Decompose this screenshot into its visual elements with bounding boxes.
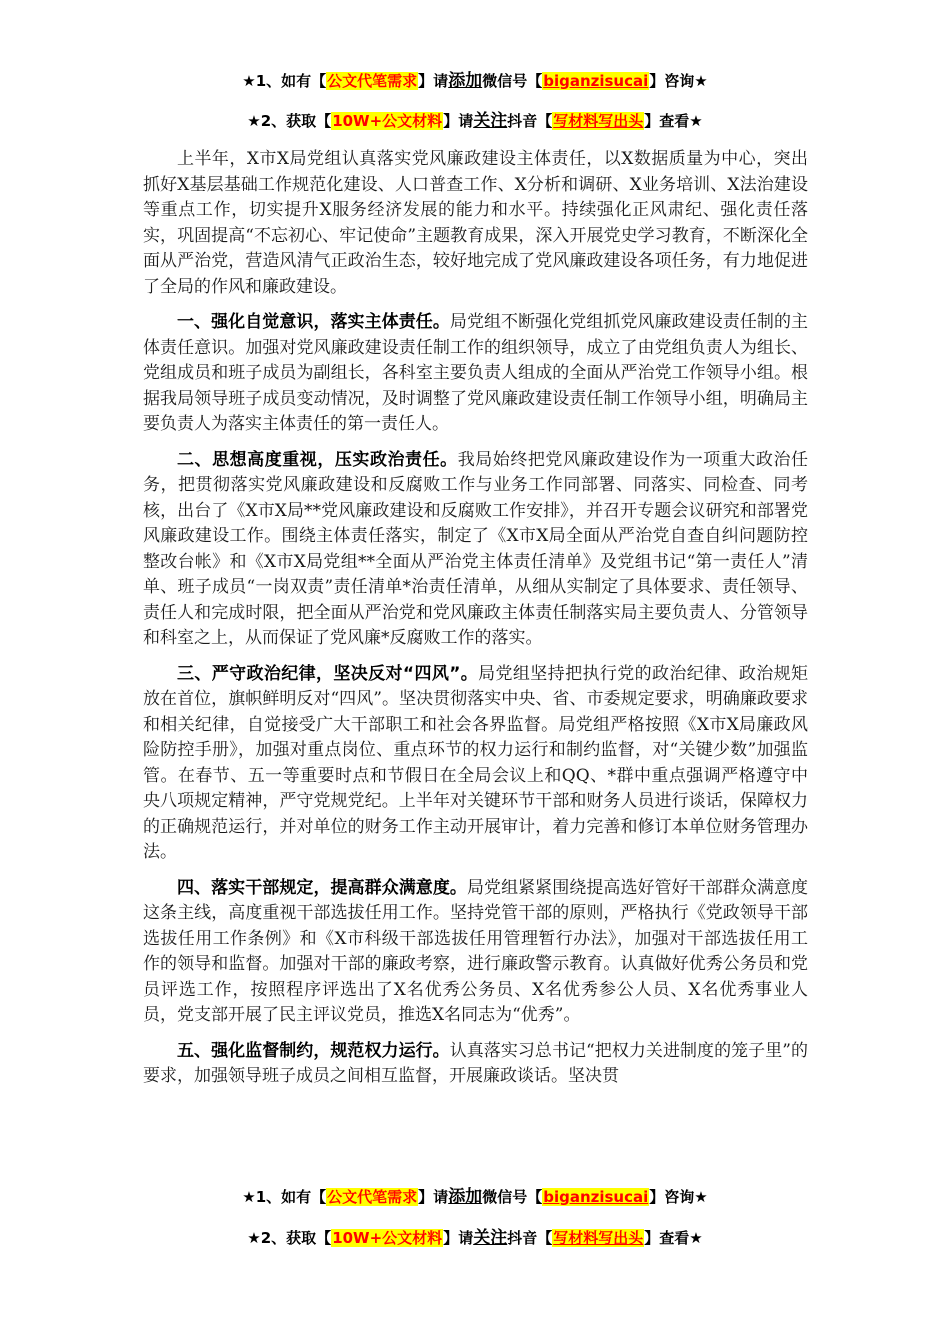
section-5-text: 认真落实习总书记“把权力关进制度的笼子里”的要求，加强领导班子成员之间相互监督，开展廉政谈话。坚决贯 [143, 1040, 808, 1086]
banner-highlight: 公文代笔需求 [327, 1188, 418, 1206]
banner-underlined: 添加 [448, 1187, 483, 1207]
section-1-heading: 一、强化自觉意识，落实主体责任。 [177, 312, 450, 332]
banner-highlight-wechat: biganzisucai [543, 72, 649, 90]
banner-highlight: 10W+公文材料 [332, 112, 443, 130]
bottom-banner-line-1 [0, 1186, 950, 1208]
banner-text: 抖音【 [507, 112, 553, 130]
banner-highlight-douyin: 写材料写出头 [553, 112, 644, 130]
section-5-paragraph [143, 1039, 808, 1090]
section-2-heading: 二、思想高度重视，压实政治责任。 [177, 449, 458, 470]
document-body [143, 147, 808, 1090]
banner-text: 微信号【 [482, 72, 543, 90]
banner-text: ★2、获取【 [247, 112, 332, 130]
banner-text: 】咨询★ [649, 72, 708, 90]
banner-underlined: 关注 [473, 1228, 508, 1248]
section-4-text: 局党组紧紧围绕提高选好管好干部群众满意度这条主线，高度重视干部选拔任用工作。坚持党管干部的原则，严格执行《党政领导干部选拔任用工作条例》和《X市科级干部选拔任用管理暂行办法》，加强对干部选拔任用工作的领导和监督。加强对干部的廉政考察，进行廉政警示教育。认真做好优秀公务员和党员评选工作，按照程序评选出了X名优秀公务员、X名优秀参公人员、X名优秀事业人员，党支部开展了民主评议党员，推选X名同志为“优秀”。 [143, 877, 809, 1025]
section-5-heading: 五、强化监督制约，规范权力运行。 [177, 1040, 450, 1061]
banner-text: 】查看★ [644, 1229, 703, 1247]
section-1-text: 局党组不断强化党组抓党风廉政建设责任制的主体责任意识。加强对党风廉政建设责任制工作的组织领导，成立了由党组负责人为组长、党组成员和班子成员为副组长，各科室主要负责人组成的全面从严治党工作领导小组。根据我局领导班子成员变动情况，及时调整了党风廉政建设责任制工作领导小组，明确局主要负责人为落实主体责任的第一责任人。 [143, 312, 809, 434]
banner-text: 】请 [443, 1229, 474, 1247]
banner-underlined: 关注 [473, 111, 508, 131]
bottom-banner-line-2 [0, 1227, 950, 1249]
banner-text: ★1、如有【 [242, 72, 327, 90]
banner-text: 】咨询★ [649, 1188, 708, 1206]
banner-text: 抖音【 [507, 1229, 553, 1247]
banner-highlight-wechat: biganzisucai [543, 1188, 649, 1206]
section-1-paragraph [143, 310, 808, 438]
banner-highlight-douyin: 写材料写出头 [553, 1229, 644, 1247]
intro-paragraph: 上半年，X市X局党组认真落实党风廉政建设主体责任，以X数据质量为中心，突出抓好X基层基础工作规范化建设、人口普查工作、X分析和调研、X业务培训、X法治建设等重点工作，切实提升X服务经济发展的能力和水平。持续强化正风肃纪、强化责任落实，巩固提高“不忘初心、牢记使命”主题教育成果，深入开展党史学习教育，不断深化全面从严治党，营造风清气正政治生态，较好地完成了党风廉政建设各项任务，有力地促进了全局的作风和廉政建设。 [143, 149, 808, 297]
section-2-text: 我局始终把党风廉政建设作为一项重大政治任务，把贯彻落实党风廉政建设和反腐败工作与业务工作同部署、同落实、同检查、同考核，出台了《X市X局**党风廉政建设和反腐败工作安排》，并召开专题会议研究和部署党风廉政建设工作。围绕主体责任落实，制定了《X市X局全面从严治党自查自纠问题防控整改台帐》和《X市X局党组**全面从严治党主体责任清单》及党组书记“第一责任人”清单、班子成员“一岗双责”责任清单*治责任清单，从细从实制定了具体要求、责任领导、责任人和完成时限，把全面从严治党和党风廉政主体责任制落实局主要负责人、分管领导和科室之上，从而保证了党风廉*反腐败工作的落实。 [143, 449, 809, 648]
banner-text: 】请 [418, 72, 449, 90]
section-4-paragraph [143, 876, 808, 1029]
section-3-heading: 三、严守政治纪律，坚决反对“四风”。 [177, 663, 479, 684]
top-banner-line-2 [0, 110, 950, 132]
banner-highlight: 10W+公文材料 [332, 1229, 443, 1247]
section-2-paragraph [143, 448, 808, 652]
banner-underlined: 添加 [448, 71, 483, 91]
banner-text: 】请 [418, 1188, 449, 1206]
banner-text: 】请 [443, 112, 474, 130]
banner-text: 】查看★ [644, 112, 703, 130]
banner-text: ★1、如有【 [242, 1188, 327, 1206]
banner-text: 微信号【 [482, 1188, 543, 1206]
section-3-paragraph [143, 662, 808, 866]
section-4-heading: 四、落实干部规定，提高群众满意度。 [177, 877, 467, 898]
top-banner-line-1 [0, 70, 950, 92]
banner-highlight: 公文代笔需求 [327, 72, 418, 90]
section-3-text: 局党组坚持把执行党的政治纪律、政治规矩放在首位，旗帜鲜明反对“四风”。坚决贯彻落实中央、省、市委规定要求，明确廉政要求和相关纪律，自觉接受广大干部职工和社会各界监督。局党组严格按照《X市X局廉政风险防控手册》，加强对重点岗位、重点环节的权力运行和制约监督，对“关键少数”加强监管。在春节、五一等重要时点和节假日在全局会议上和QQ、*群中重点强调严格遵守中央八项规定精神，严守党规党纪。上半年对关键环节干部和财务人员进行谈话，保障权力的正确规范运行，并对单位的财务工作主动开展审计，着力完善和修订本单位财务管理办法。 [143, 663, 808, 862]
banner-text: ★2、获取【 [247, 1229, 332, 1247]
